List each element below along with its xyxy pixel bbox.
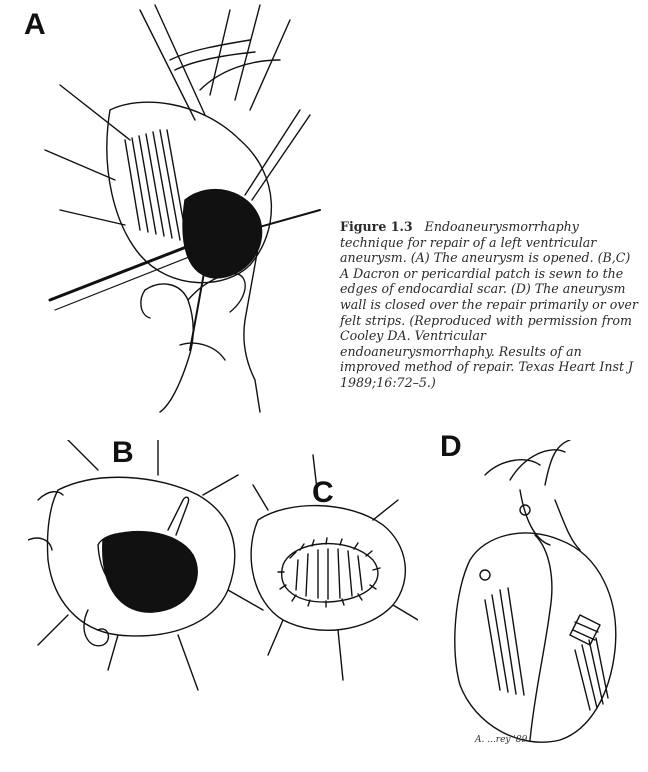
- illustration-b-c: [28, 436, 418, 700]
- caption-label: Figure 1.3: [340, 219, 413, 234]
- artist-signature: A. ...rey '89: [475, 735, 528, 745]
- illustration-a: [20, 0, 330, 415]
- panel-label-d: D: [440, 430, 462, 463]
- illustration-d: [440, 440, 630, 755]
- panel-label-c: C: [312, 476, 334, 509]
- caption-credit: (Reproduced with permission from Cooley DA. Ventricular endoaneurysmorrhaphy. Results of an improved method of repair. Texas Heart Inst J 1989;16:72–5.): [340, 312, 634, 390]
- caption-body: (A) The aneurysm is opened. (B,C) A Dacron or pericardial patch is sewn to the edges of endocardial scar. (D) The aneurysm wall is closed over the repair primarily or over felt strips.: [340, 250, 638, 328]
- panel-label-b: B: [112, 436, 134, 469]
- caption-title: Endoaneurysmorrhaphy technique for repair of a left ventricular aneurysm.: [340, 219, 597, 266]
- figure-caption: [340, 219, 640, 391]
- panel-label-a: A: [24, 8, 46, 41]
